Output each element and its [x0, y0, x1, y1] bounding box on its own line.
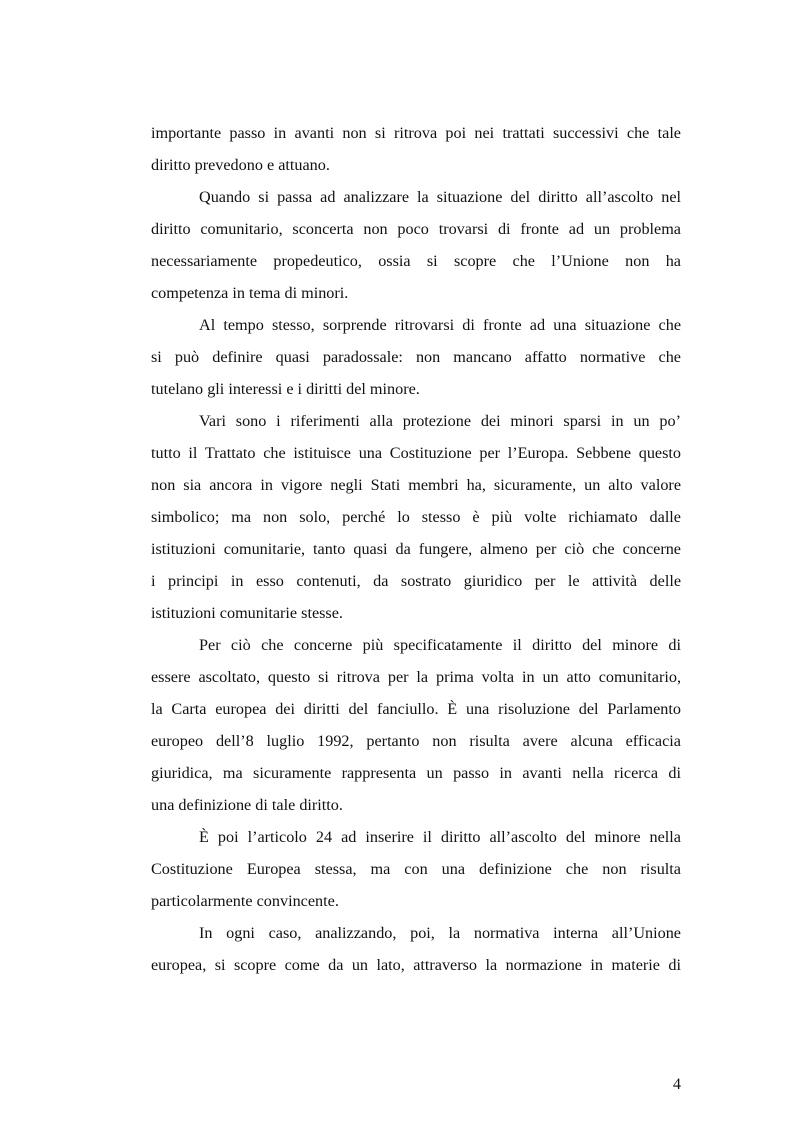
text-line: essere ascoltato, questo si ritrova per la prima volta in un atto comunitario, — [151, 668, 681, 686]
text-line: tutelano gli interessi e i diritti del minore. — [151, 380, 420, 398]
text-line: Vari sono i riferimenti alla protezione dei minori sparsi in un po’ — [199, 412, 681, 430]
paragraph-continuation — [151, 117, 681, 181]
text-line: diritto comunitario, sconcerta non poco trovarsi di fronte ad un problema — [151, 220, 681, 238]
paragraph-carta-europea — [151, 629, 681, 821]
text-line: In ogni caso, analizzando, poi, la normativa interna all’Unione — [199, 924, 681, 942]
text-line: necessariamente propedeutico, ossia si scopre che l’Unione non ha — [151, 252, 681, 270]
text-line: istituzioni comunitarie, tanto quasi da fungere, almeno per ciò che concerne — [151, 540, 681, 558]
text-line: importante passo in avanti non si ritrova poi nei trattati successivi che tale — [151, 124, 681, 142]
text-line: diritto prevedono e attuano. — [151, 156, 330, 174]
text-line: competenza in tema di minori. — [151, 284, 349, 302]
text-line: giuridica, ma sicuramente rappresenta un passo in avanti nella ricerca di — [151, 764, 681, 782]
paragraph-protezione-minori — [151, 405, 681, 629]
text-line: simbolico; ma non solo, perché lo stesso è più volte richiamato dalle — [151, 508, 681, 526]
paragraph-articolo-24 — [151, 821, 681, 917]
text-line: i principi in esso contenuti, da sostrato giuridico per le attività delle — [151, 572, 681, 590]
text-line: È poi l’articolo 24 ad inserire il diritto all’ascolto del minore nella — [199, 828, 681, 846]
text-line: Costituzione Europea stessa, ma con una definizione che non risulta — [151, 860, 681, 878]
text-line: europea, si scopre come da un lato, attraverso la normazione in materie di — [151, 956, 681, 974]
text-line: una definizione di tale diritto. — [151, 796, 343, 814]
text-line: particolarmente convincente. — [151, 892, 339, 910]
page-number: 4 — [672, 1075, 681, 1093]
text-line: non sia ancora in vigore negli Stati membri ha, sicuramente, un alto valore — [151, 476, 681, 494]
text-line: Quando si passa ad analizzare la situazione del diritto all’ascolto nel — [199, 188, 681, 206]
document-page — [151, 117, 681, 981]
text-line: Per ciò che concerne più specificatamente il diritto del minore di — [199, 636, 681, 654]
text-line: la Carta europea dei diritti del fanciullo. È una risoluzione del Parlamento — [151, 700, 681, 718]
text-line: Al tempo stesso, sorprende ritrovarsi di fronte ad una situazione che — [199, 316, 681, 334]
text-line: istituzioni comunitarie stesse. — [151, 604, 343, 622]
text-line: tutto il Trattato che istituisce una Costituzione per l’Europa. Sebbene questo — [151, 444, 681, 462]
paragraph-diritto-comunitario — [151, 181, 681, 309]
paragraph-situazione-paradossale — [151, 309, 681, 405]
text-line: si può definire quasi paradossale: non mancano affatto normative che — [151, 348, 681, 366]
paragraph-normativa-interna — [151, 917, 681, 981]
text-line: europeo dell’8 luglio 1992, pertanto non risulta avere alcuna efficacia — [151, 732, 681, 750]
